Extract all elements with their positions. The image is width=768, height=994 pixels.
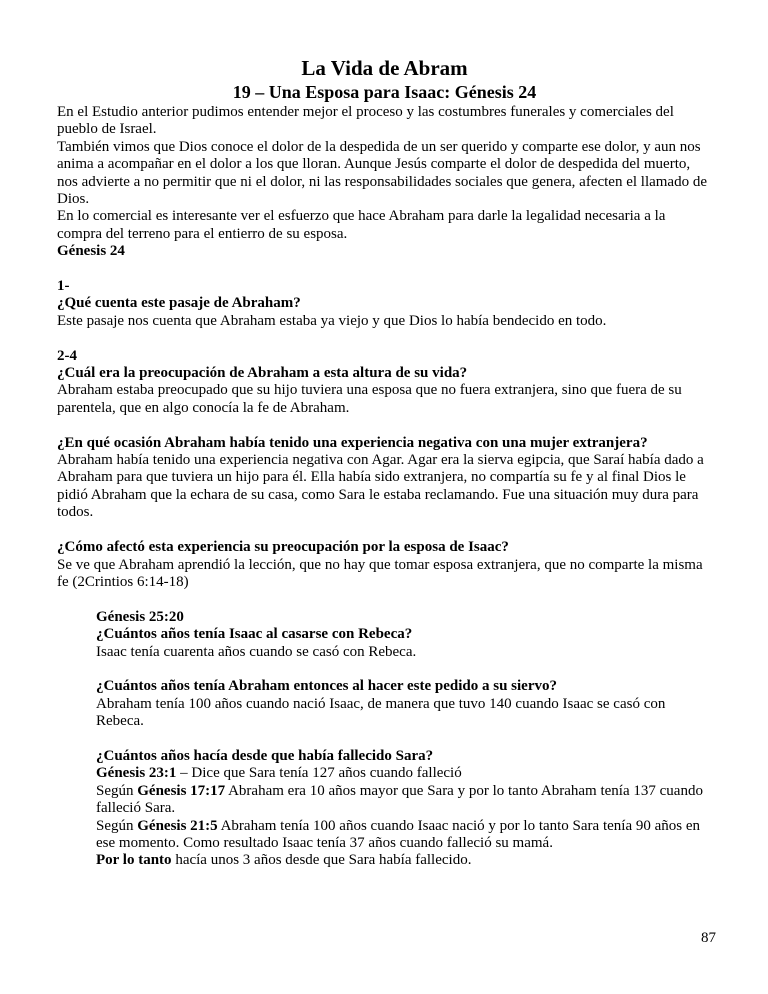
answer-line-genesis-21-5 [96, 818, 712, 853]
qa-block-isaac-rebeca [96, 609, 712, 661]
answer-text: Abraham estaba preocupado que su hijo tuviera una esposa que no fuera extranjera, sino que fuera de su parentela, que en algo conocía la fe de Abraham. [57, 382, 682, 416]
answer-text: – Dice que Sara tenía 127 años cuando falleció [176, 765, 462, 782]
section-heading-genesis-24: Génesis 24 [57, 243, 125, 260]
answer-line-genesis-23-1 [96, 765, 712, 782]
qa-block-abraham-pedido [96, 678, 712, 730]
question-text: ¿Cuántos años hacía desde que había fallecido Sara? [96, 747, 434, 764]
intro-paragraph-1: En el Estudio anterior pudimos entender mejor el proceso y las costumbres funerales y comerciales del pueblo de Israel. [57, 104, 674, 138]
verse-reference: Génesis 17:17 [137, 782, 226, 799]
qa-block-verses-2-4 [57, 348, 712, 418]
qa-block-agar [57, 435, 712, 522]
verse-reference: Génesis 21:5 [137, 817, 218, 834]
document-subtitle: 19 – Una Esposa para Isaac: Génesis 24 [232, 82, 537, 102]
answer-text: Se ve que Abraham aprendió la lección, que no hay que tomar esposa extranjera, que no comparte la misma fe (2Crintios 6:14-18) [57, 556, 703, 590]
answer-text: Isaac tenía cuarenta años cuando se casó con Rebeca. [96, 643, 417, 660]
question-text: ¿Cuál era la preocupación de Abraham a esta altura de su vida? [57, 365, 468, 382]
verse-reference: Génesis 23:1 [96, 765, 177, 782]
question-text: ¿Cuántos años tenía Isaac al casarse con Rebeca? [96, 626, 413, 643]
question-text: ¿Cuántos años tenía Abraham entonces al hacer este pedido a su siervo? [96, 678, 557, 695]
question-text: ¿Cómo afectó esta experiencia su preocupación por la esposa de Isaac? [57, 539, 509, 556]
intro-paragraph-3: En lo comercial es interesante ver el esfuerzo que hace Abraham para darle la legalidad necesaria a la compra del terreno para el entierro de su esposa. [57, 208, 666, 242]
conclusion-lead: Por lo tanto [96, 852, 172, 869]
answer-text: hacía unos 3 años desde que Sara había fallecido. [171, 852, 472, 869]
answer-text: Abraham era 10 años mayor que Sara y por lo tanto Abraham tenía 137 cuando falleció Sara. [96, 782, 703, 817]
answer-text: Abraham había tenido una experiencia negativa con Agar. Agar era la sierva egipcia, que Saraí había dado a Abraham para que tuviera un hijo para él. Ella había sido extranjera, no compartía su fe y al final Dios le pidió Abraham que la echara de su casa, como Sara le estaba reclamando. Fue una situación muy dura para todos. [57, 452, 704, 521]
answer-text: Este pasaje nos cuenta que Abraham estaba ya viejo y que Dios lo había bendecido en todo. [57, 312, 607, 329]
sub-section-heading: Génesis 25:20 [96, 608, 184, 625]
answer-text: Según [96, 782, 138, 799]
qa-block-esposa-isaac [57, 539, 712, 591]
document-title: La Vida de Abram [301, 56, 468, 80]
answer-line-genesis-17-17 [96, 783, 712, 818]
verse-range-label: 1- [57, 278, 70, 295]
answer-text: Abraham tenía 100 años cuando Isaac nació y por lo tanto Sara tenía 90 años en ese momento. Como resultado Isaac tenía 37 años cuando falleció su mamá. [96, 817, 701, 851]
page-number: 87 [701, 930, 716, 946]
answer-text: Según [96, 817, 138, 834]
page-content [57, 55, 712, 870]
intro-paragraph-2: También vimos que Dios conoce el dolor de la despedida de un ser querido y comparte ese dolor, y aun nos anima a acompañar en el dolor a los que lloran. Aunque Jesús comparte el dolor de despedida del muerto, nos advierte a no permitir que ni el dolor, ni las responsabilidades sociales que genera, afecten el llamado de Dios. [57, 138, 708, 208]
question-text: ¿Qué cuenta este pasaje de Abraham? [57, 295, 301, 312]
sub-section-genesis-25-20 [96, 609, 712, 870]
answer-text: Abraham tenía 100 años cuando nació Isaac, de manera que tuvo 140 cuando Isaac se casó con Rebeca. [96, 695, 666, 730]
qa-block-fallecimiento-sara [96, 748, 712, 870]
answer-line-conclusion [96, 852, 712, 869]
qa-block-verse-1 [57, 278, 712, 330]
question-text: ¿En qué ocasión Abraham había tenido una experiencia negativa con una mujer extranjera? [57, 434, 648, 451]
verse-range-label: 2-4 [57, 347, 77, 364]
